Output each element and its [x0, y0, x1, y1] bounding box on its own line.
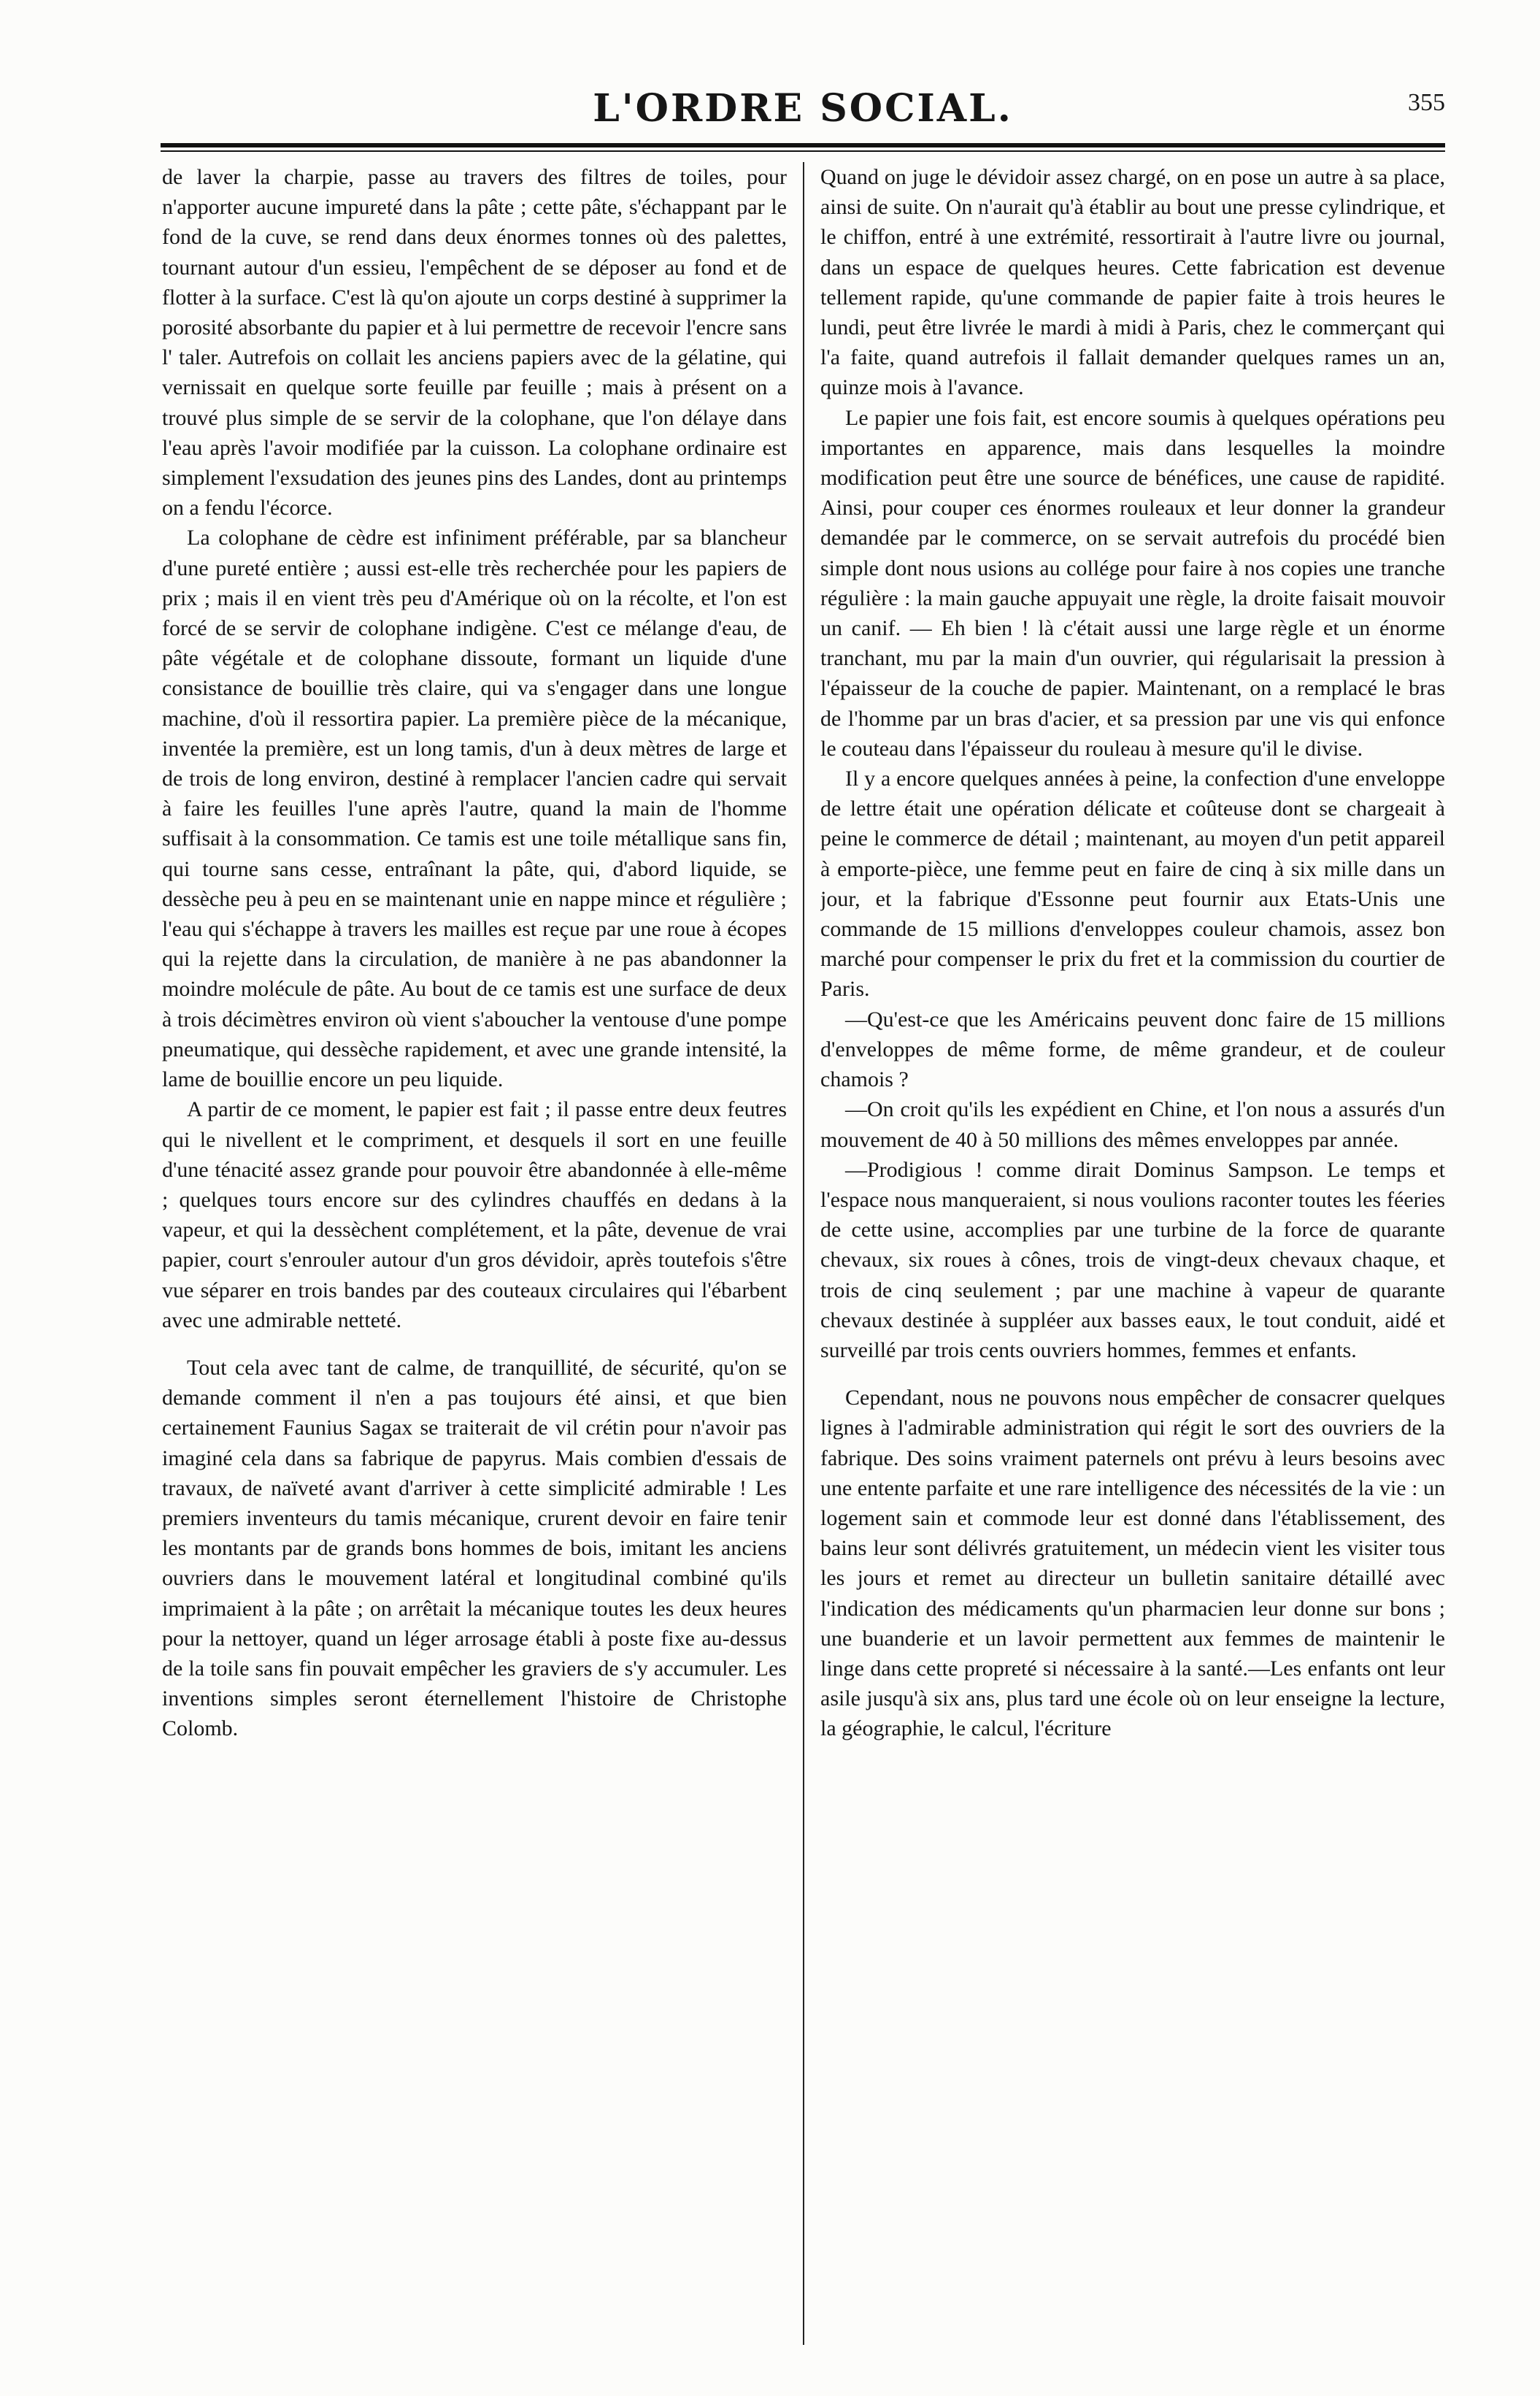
- paragraph: Cependant, nous ne pouvons nous empêcher de consacrer quelques lignes à l'admirable administration qui régit le sort des ouvriers de la fabrique. Des soins vraiment paternels ont prévu à leurs besoins avec une entente parfaite et une rare intelligence des nécessités de la vie : un logement sain et commode leur est donné dans l'établissement, des bains leur sont délivrés gratuitement, un médecin vient les visiter tous les jours et remet au directeur un bulletin sanitaire détaillé avec l'indication des médicaments qu'un pharmacien leur donne sur bons ; une buanderie et un lavoir permettent aux femmes de maintenir le linge dans cette propreté si nécessaire à la santé.—Les enfants ont leur asile jusqu'à six ans, plus tard une école où on leur enseigne la lecture, la géographie, le calcul, l'écriture: [820, 1386, 1445, 1741]
- paragraph: Le papier une fois fait, est encore soumis à quelques opérations peu importantes en apparence, mais dans lesquelles la moindre modification peut être une source de bénéfices, une cause de rapidité. Ainsi, pour couper ces énormes rouleaux et leur donner la grandeur demandée par le commerce, on se servait autrefois du procédé bien simple dont nous usions au collége pour faire à nos copies une tranche régulière : la main gauche appuyait une règle, la droite faisait mouvoir un canif. — Eh bien ! là c'était aussi une large règle et un énorme tranchant, mu par la main d'un ouvrier, qui régularisait la pression à l'épaisseur de la couche de papier. Maintenant, on a remplacé le bras de l'homme par un bras d'acier, et sa pression par une vis qui enfonce le couteau dans l'épaisseur du rouleau à mesure qu'il le divise.: [820, 405, 1445, 761]
- journal-title: L'ORDRE SOCIAL.: [593, 86, 1013, 131]
- paragraph: de laver la charpie, passe au travers des filtres de toiles, pour n'apporter aucune impureté dans la pâte ; cette pâte, s'échappant par le fond de la cuve, se rend dans deux énormes tonnes où des palettes, tournant autour d'un essieu, l'empêchent de se déposer au fond et de flotter à la surface. C'est là qu'on ajoute un corps destiné à supprimer la porosité absorbante du papier et à lui permettre de recevoir l'encre sans l' taler. Autrefois on collait les anciens papiers avec de la gélatine, qui vernissait en quelque sorte feuille par feuille ; mais à présent on a trouvé plus simple de se servir de la colophane, que l'on délaye dans l'eau après l'avoir modifiée par la cuisson. La colophane ordinaire est simplement l'exsudation des jeunes pins des Landes, dont au printemps on a fendu l'écorce.: [162, 165, 787, 521]
- paragraph: —Qu'est-ce que les Américains peuvent donc faire de 15 millions d'enveloppes de même forme, de même grandeur, et de couleur chamois ?: [820, 1007, 1445, 1092]
- paragraph: —On croit qu'ils les expédient en Chine, et l'on nous a assurés d'un mouvement de 40 à 50 millions des mêmes enveloppes par année.: [820, 1097, 1445, 1152]
- page-number: 355: [1408, 89, 1445, 116]
- paragraph: Quand on juge le dévidoir assez chargé, on en pose un autre à sa place, ainsi de suite. On n'aurait qu'à établir au bout une presse cylindrique, et le chiffon, entré à une extrémité, ressortirait à l'autre livre ou journal, dans un espace de quelques heures. Cette fabrication est devenue tellement rapide, qu'une commande de papier faite à trois heures le lundi, peut être livrée le mardi à midi à Paris, chez le commerçant qui l'a faite, quand autrefois il fallait demander quelques rames un an, quinze mois à l'avance.: [820, 165, 1445, 400]
- running-head: [161, 86, 1445, 137]
- paragraph: Tout cela avec tant de calme, de tranquillité, de sécurité, qu'on se demande comment il n'en a pas toujours été ainsi, et que bien certainement Faunius Sagax se traiterait de vil crétin pour n'avoir pas imaginé cela dans sa fabrique de papyrus. Mais combien d'essais de travaux, de naïveté avant d'arriver à cette simplicité admirable ! Les premiers inventeurs du tamis mécanique, crurent devoir en faire tenir les montants par de grands bons hommes de bois, imitant les anciens ouvriers dans le mouvement latéral et longitudinal combiné qu'ils imprimaient à la pâte ; on arrêtait la mécanique toutes les deux heures pour la nettoyer, quand un léger arrosage établi à poste fixe au-dessus de la toile sans fin pouvait empêcher les graviers de s'y accumuler. Les inventions simples seront éternellement l'histoire de Christophe Colomb.: [162, 1355, 787, 1741]
- left-column: [162, 162, 787, 2345]
- paragraph: A partir de ce moment, le papier est fait ; il passe entre deux feutres qui le nivellent et le compriment, et desquels il sort en une feuille d'une ténacité assez grande pour pouvoir être abandonnée à elle-même ; quelques tours encore sur des cylindres chauffés en dedans à la vapeur, et qui la dessèchent complétement, et la pâte, devenue de vrai papier, court s'enrouler autour d'un gros dévidoir, après toutefois s'être vue séparer en trois bandes par des couteaux circulaires qui l'ébarbent avec une admirable netteté.: [162, 1097, 787, 1332]
- column-divider: [803, 162, 804, 2345]
- header-rule-thin: [161, 150, 1445, 152]
- paragraph: —Prodigious ! comme dirait Dominus Sampson. Le temps et l'espace nous manqueraient, si nous voulions raconter toutes les féeries de cette usine, accomplies par une turbine de la force de quarante chevaux, six roues à cônes, trois de vingt-deux chevaux chaque, et trois de cinq seulement ; par une machine à vapeur de quarante chevaux destinée à suppléer aux basses eaux, le tout conduit, aidé et surveillé par trois cents ouvriers hommes, femmes et enfants.: [820, 1157, 1445, 1362]
- paragraph: Il y a encore quelques années à peine, la confection d'une enveloppe de lettre était une opération délicate et coûteuse dont se chargeait à peine le commerce de détail ; maintenant, au moyen d'un petit appareil à emporte-pièce, une femme peut en faire de cinq à six mille dans un jour, et la fabrique d'Essonne peut fournir aux Etats-Unis une commande de 15 millions d'enveloppes couleur chamois, assez bon marché pour compenser le prix du fret et la commission du courtier de Paris.: [820, 767, 1445, 1002]
- paragraph: La colophane de cèdre est infiniment préférable, par sa blancheur d'une pureté entière ; aussi est-elle très recherchée pour les papiers de prix ; mais il en vient très peu d'Amérique où on la récolte, et l'on est forcé de se servir de colophane indigène. C'est ce mélange d'eau, de pâte végétale et de colophane dissoute, formant un liquide d'une consistance de bouillie très claire, qui va s'engager dans une longue machine, d'où il ressortira papier. La première pièce de la mécanique, inventée la première, est un long tamis, d'un à deux mètres de large et de trois de long environ, destiné à remplacer l'ancien cadre qui servait à faire les feuilles l'une après l'autre, quand la main de l'homme suffisait à la consommation. Ce tamis est une toile métallique sans fin, qui tourne sans cesse, entraînant la pâte, qui, d'abord liquide, se dessèche peu à peu en se maintenant unie en nappe mince et régulière ; l'eau qui s'échappe à travers les mailles est reçue par une roue à écopes qui la rejette dans la circulation, de manière à ne pas abandonner la moindre molécule de pâte. Au bout de ce tamis est une surface de deux à trois décimètres environ où vient s'aboucher la ventouse d'une pompe pneumatique, qui dessèche rapidement, et avec une grande intensité, la lame de bouillie encore un peu liquide.: [162, 526, 787, 1092]
- header-rule: [161, 143, 1445, 147]
- right-column: [820, 162, 1445, 2345]
